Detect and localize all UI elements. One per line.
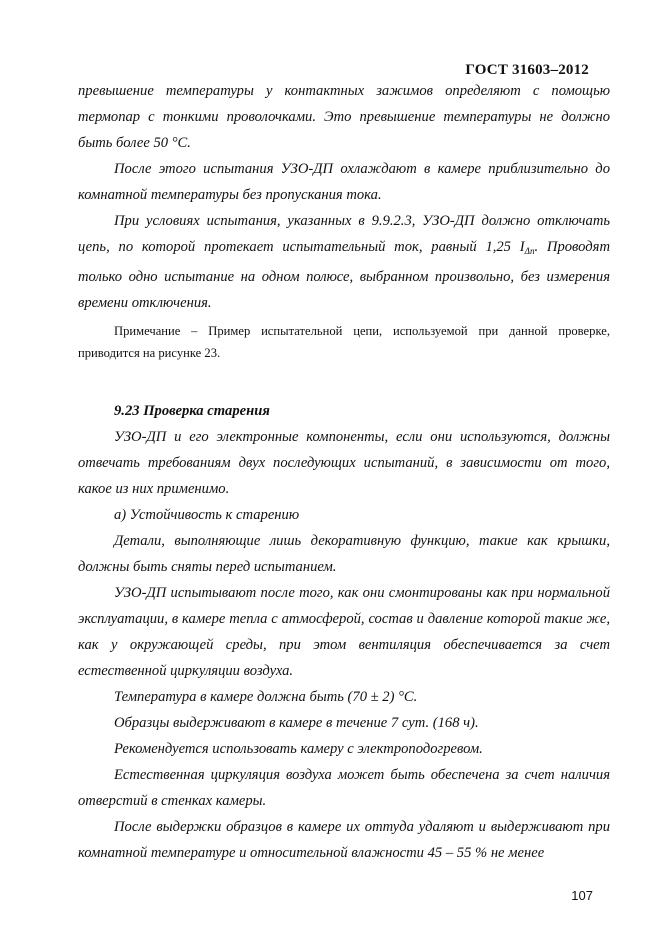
paragraph-mounting-chamber: УЗО-ДП испытывают после того, как они смонтированы как при нормальной эксплуатации, в камере тепла с атмосферой, состав и давление которой такие же, как у окружающей среды, при этом вентиляция обеспечивается за счет естественной циркуляции воздуха. xyxy=(78,585,610,679)
document-code-header: ГОСТ 31603–2012 xyxy=(465,62,589,78)
residual-current-subscript: Δn xyxy=(524,246,535,256)
section-heading-aging-check: 9.23 Проверка старения xyxy=(114,403,270,419)
paragraph-exposure-time: Образцы выдерживают в камере в течение 7 сут. (168 ч). xyxy=(114,715,479,731)
note-test-circuit: Примечание – Пример испытательной цепи, используемой при данной проверке, приводится на рисунке 23. xyxy=(78,324,610,360)
paragraph-temperature-rise: превышение температуры у контактных зажимов определяют с помощью термопар с тонкими проволочками. Это превышение температуры не должно быть более 50 °C. xyxy=(78,83,610,151)
document-body xyxy=(78,78,610,866)
paragraph-natural-circulation: Естественная циркуляция воздуха может быть обеспечена за счет наличия отверстий в стенках камеры. xyxy=(78,767,610,809)
paragraph-after-exposure: После выдержки образцов в камере их оттуда удаляют и выдерживают при комнатной температуре и относительной влажности 45 – 55 % не менее xyxy=(78,819,610,861)
paragraph-aging-requirements: УЗО-ДП и его электронные компоненты, если они используются, должны отвечать требованиям двух последующих испытаний, в зависимости от того, какое из них применимо. xyxy=(78,429,610,497)
paragraph-test-conditions xyxy=(78,208,610,316)
test-conditions-text-end: . Проводят только одно испытание на одном полюсе, выбранном произвольно, без измерения времени отключения. xyxy=(78,239,610,311)
paragraph-cooling: После этого испытания УЗО-ДП охлаждают в камере приблизительно до комнатной температуры без пропускания тока. xyxy=(78,161,610,203)
paragraph-electric-heating: Рекомендуется использовать камеру с электроподогревом. xyxy=(114,741,483,757)
paragraph-chamber-temperature: Температура в камере должна быть (70 ± 2) °C. xyxy=(114,689,418,705)
test-conditions-text-start: При условиях испытания, указанных в 9.9.2.3, УЗО-ДП должно отключать цепь, по которой протекает испытательный ток, равный 1,25 I xyxy=(78,213,610,255)
paragraph-decorative-parts: Детали, выполняющие лишь декоративную функцию, такие как крышки, должны быть сняты перед испытанием. xyxy=(78,533,610,575)
page-number: 107 xyxy=(571,888,593,903)
paragraph-aging-resistance-item: а) Устойчивость к старению xyxy=(114,507,300,523)
